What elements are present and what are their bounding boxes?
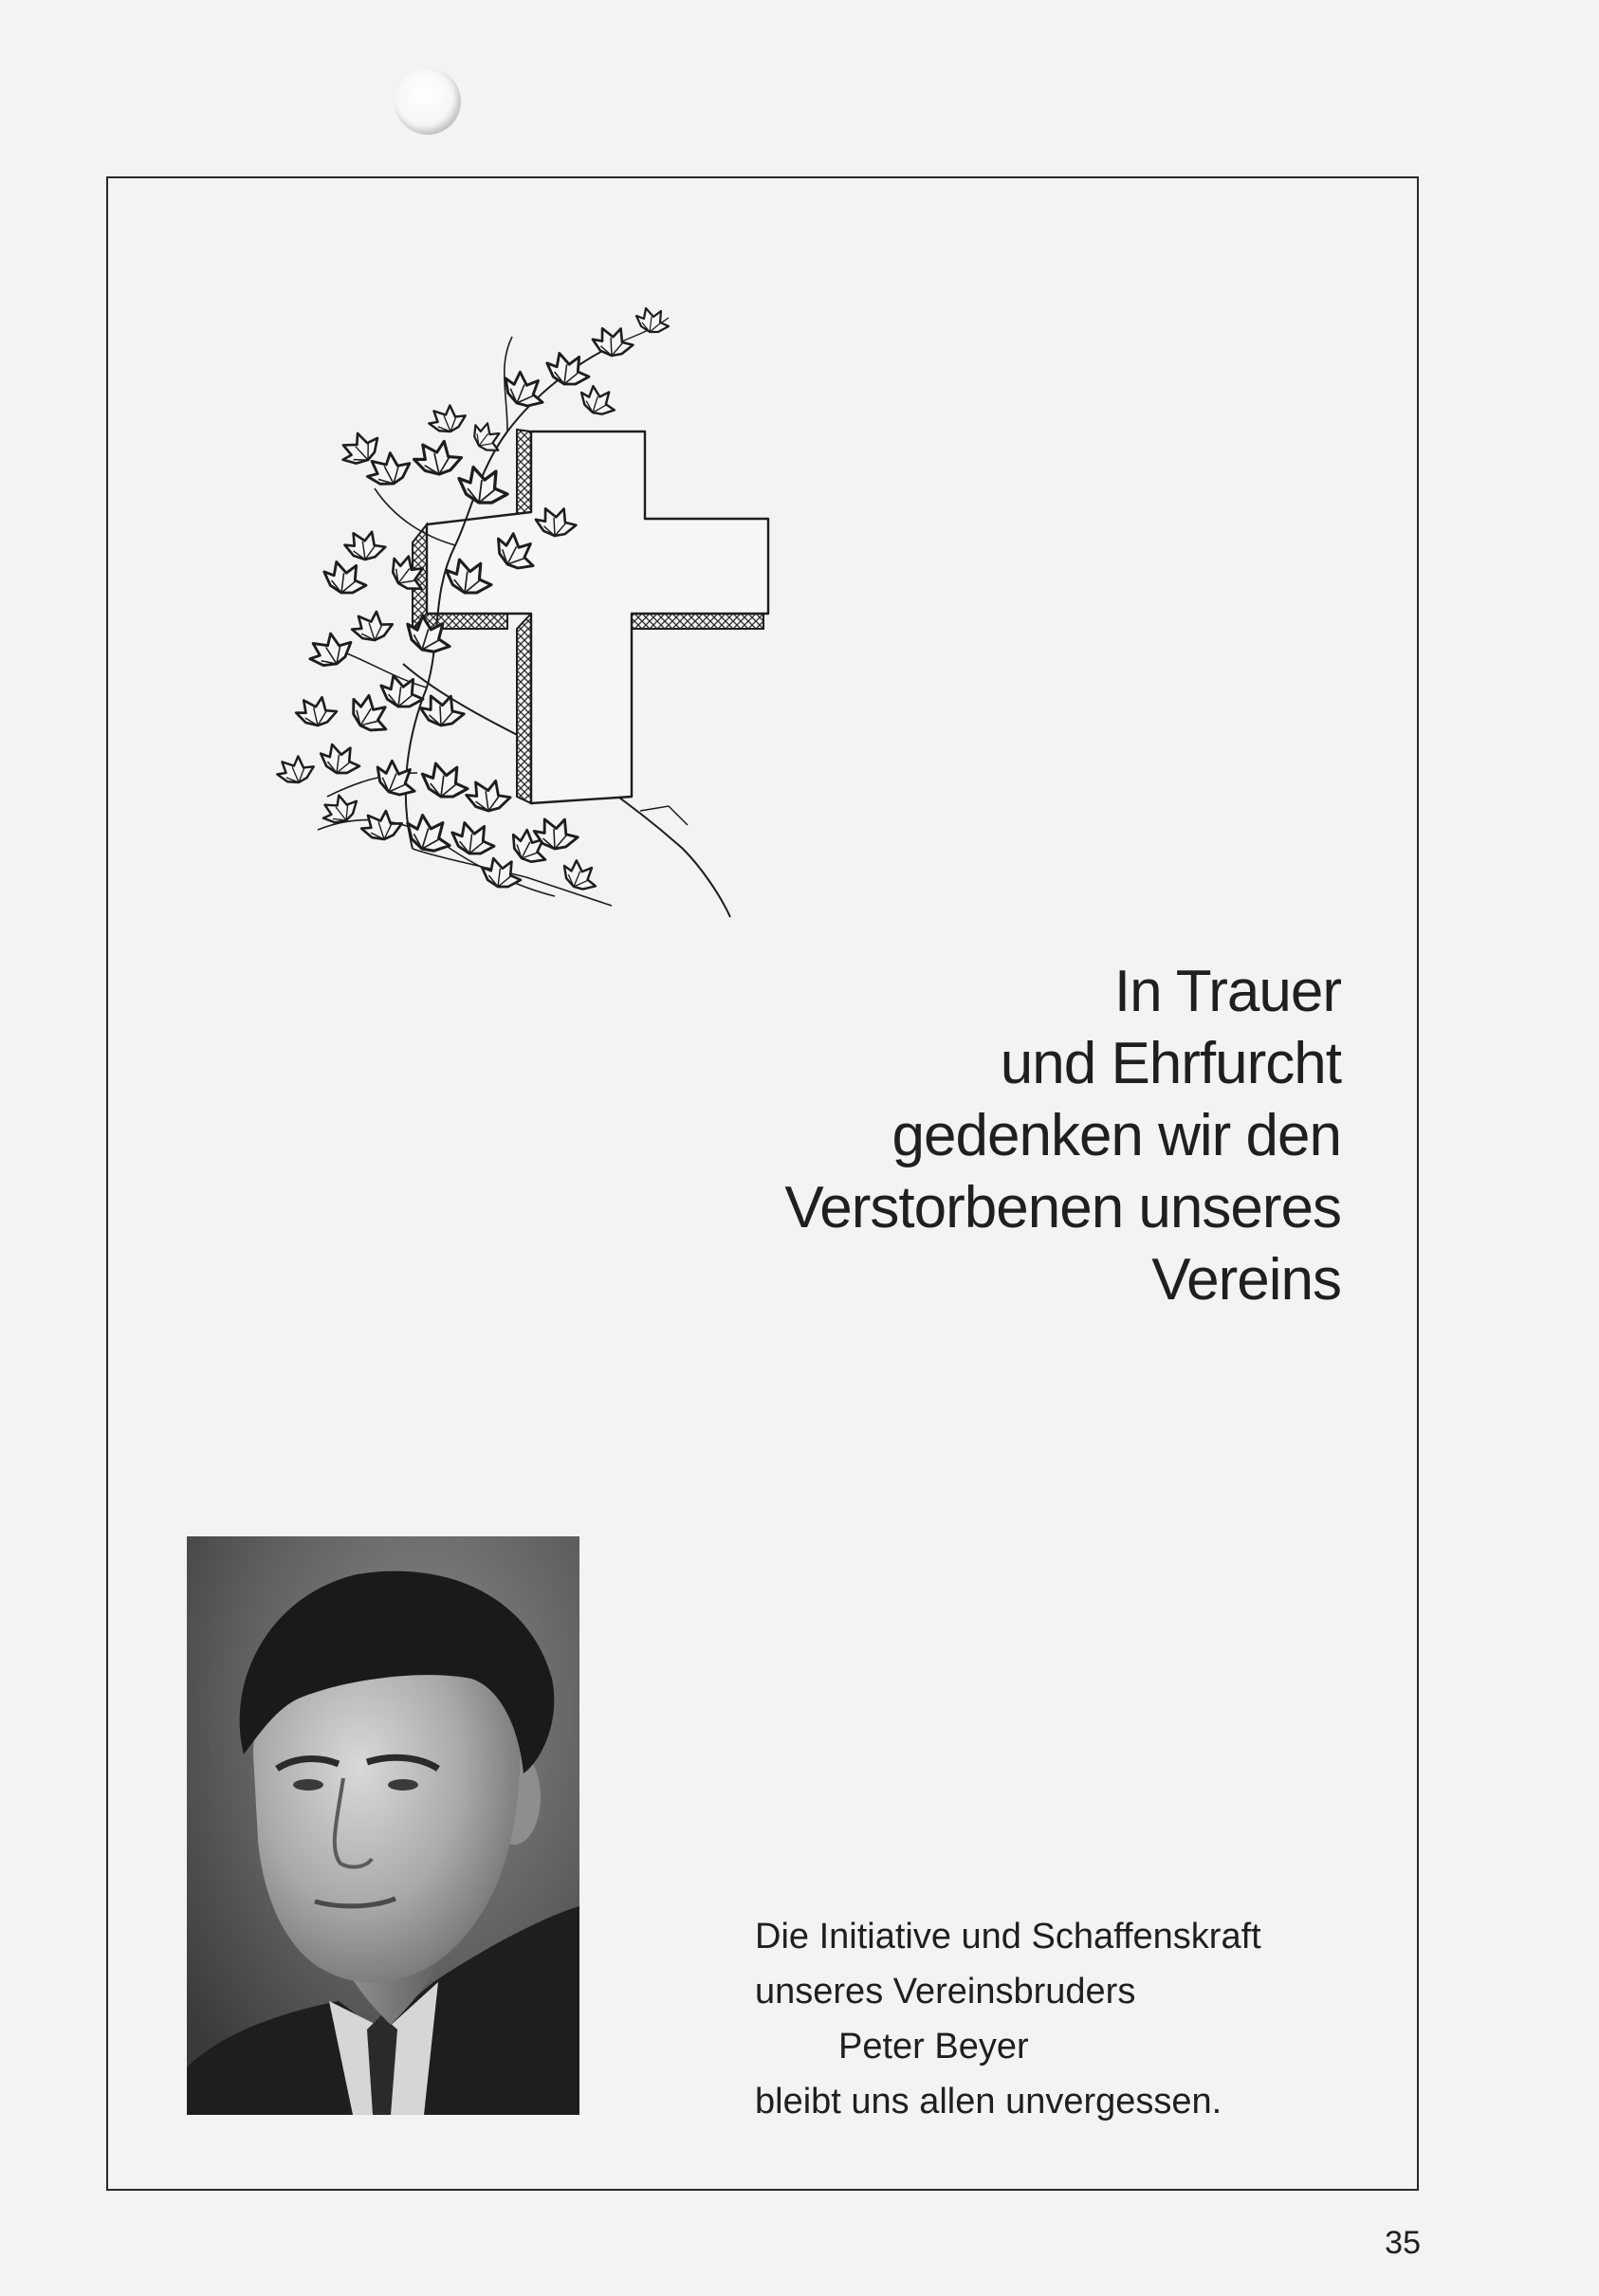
heading-line: und Ehrfurcht — [1000, 1031, 1341, 1096]
punch-hole — [395, 68, 461, 135]
memorial-caption — [755, 1909, 1362, 2129]
memorial-heading — [487, 956, 1341, 1316]
heading-line: gedenken wir den — [891, 1103, 1341, 1168]
heading-line: Verstorbenen unseres — [784, 1175, 1341, 1240]
caption-name: Peter Beyer — [838, 2027, 1029, 2066]
portrait-photo — [187, 1536, 579, 2115]
caption-line: unseres Vereinsbruders — [755, 1972, 1136, 2011]
cross-with-ivy-icon — [194, 280, 782, 925]
caption-line: Die Initiative und Schaffenskraft — [755, 1917, 1261, 1956]
heading-line: In Trauer — [1113, 959, 1341, 1024]
caption-line: bleibt uns allen unvergessen. — [755, 2082, 1222, 2122]
heading-line: Vereins — [1151, 1247, 1341, 1313]
page-number: 35 — [1385, 2225, 1421, 2261]
